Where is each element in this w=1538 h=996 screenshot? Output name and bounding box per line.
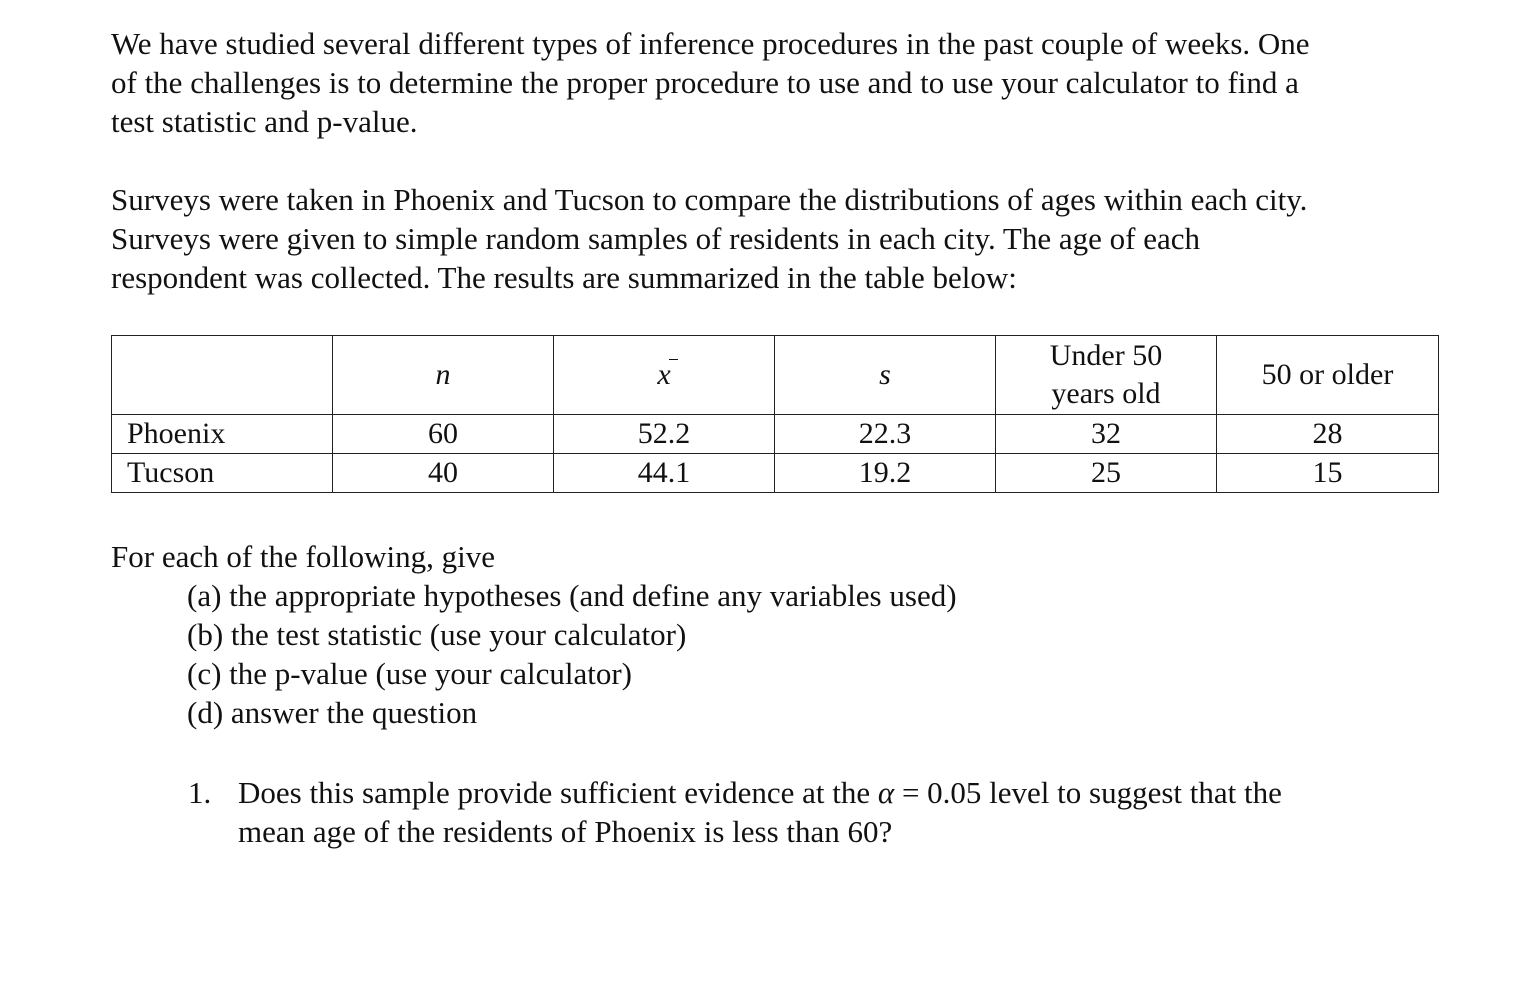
row-city: Tucson [112,454,333,493]
question-1 [188,773,1428,851]
question-line1-pre: Does this sample provide sufficient evidence at the [238,775,878,810]
context-line: Surveys were given to simple random samples of residents in each city. The age of each [111,221,1200,256]
table-row [112,454,1439,493]
intro-paragraph [111,24,1441,141]
instruction-item-b: (b) the test statistic (use your calculator) [187,617,687,652]
row-n: 40 [333,454,554,493]
row-mean: 44.1 [554,454,775,493]
instruction-item-d: (d) answer the question [187,695,478,730]
header-empty-cell [112,336,333,415]
question-line1-post: level to suggest that the [981,775,1282,810]
instructions-block [111,537,1441,732]
header-xbar: x [554,336,775,415]
header-under-50: Under 50 years old [996,336,1217,415]
row-50-or-older: 15 [1217,454,1439,493]
row-sd: 22.3 [775,415,996,454]
alpha-value: = 0.05 [894,775,982,810]
instruction-item-c: (c) the p-value (use your calculator) [187,656,632,691]
intro-line: of the challenges is to determine the proper procedure to use and to use your calculator to find a [111,65,1299,100]
question-text [188,773,1428,851]
row-under-50: 25 [996,454,1217,493]
table-header-row [112,336,1439,415]
question-line2: mean age of the residents of Phoenix is less than 60? [238,814,893,849]
header-n: n [333,336,554,415]
context-line: respondent was collected. The results are summarized in the table below: [111,260,1017,295]
context-line: Surveys were taken in Phoenix and Tucson to compare the distributions of ages within each city. [111,182,1308,217]
xbar-overline [669,359,678,360]
table-row [112,415,1439,454]
summary-table [111,335,1439,493]
intro-line: test statistic and p-value. [111,104,418,139]
row-under-50: 32 [996,415,1217,454]
instruction-item-a: (a) the appropriate hypotheses (and define any variables used) [187,578,957,613]
instructions-lead: For each of the following, give [111,539,495,574]
row-n: 60 [333,415,554,454]
header-s: s [775,336,996,415]
alpha-symbol: α [877,775,895,810]
question-number: 1. [188,775,212,810]
row-city: Phoenix [112,415,333,454]
intro-line: We have studied several different types of inference procedures in the past couple of weeks. One [111,26,1310,61]
row-mean: 52.2 [554,415,775,454]
header-50-or-older: 50 or older [1217,336,1439,415]
row-sd: 19.2 [775,454,996,493]
context-paragraph [111,180,1441,297]
row-50-or-older: 28 [1217,415,1439,454]
